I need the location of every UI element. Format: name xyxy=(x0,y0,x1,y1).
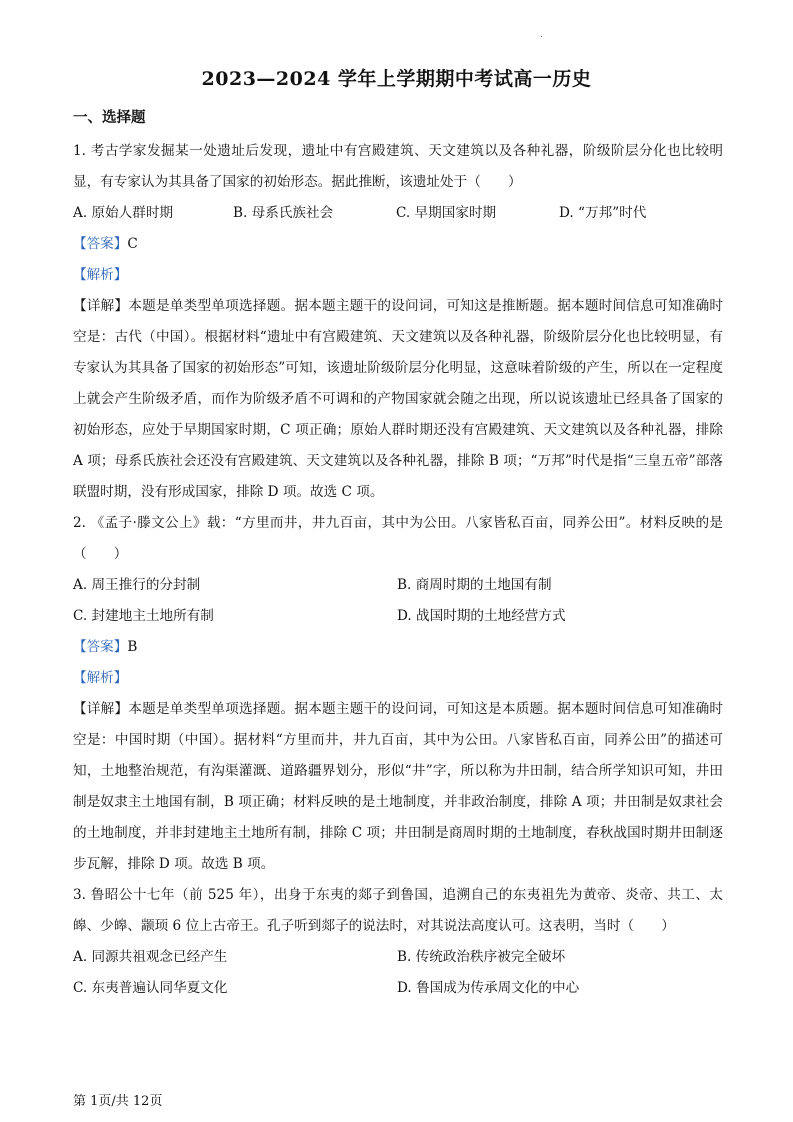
question-2-stem: 2. 《孟子·滕文公上》载：“方里而井，井九百亩，其中为公田。八家皆私百亩，同养公田”。材料反映的是（ ） xyxy=(73,515,723,562)
question-3-option-a: A. 同源共祖观念已经产生 xyxy=(73,949,228,965)
question-1-option-c: C. 早期国家时期 xyxy=(396,205,497,221)
questions-content xyxy=(73,136,723,1004)
analysis-tag: 【解析】 xyxy=(73,670,128,686)
question-1-answer-value: C xyxy=(127,236,138,252)
question-2-option-b: B. 商周时期的土地国有制 xyxy=(397,577,552,593)
question-3-stem: 3. 鲁昭公十七年（前 525 年），出身于东夷的郯子到鲁国，追溯自己的东夷祖先为黄帝、炎帝、共工、太皞、少皞、颛顼 6 位上古帝王。孔子听到郯子的说法时，对其说法高度认可。这表明，当时（ ） xyxy=(73,887,723,934)
question-2-option-d: D. 战国时期的土地经营方式 xyxy=(397,608,566,624)
question-3-option-c: C. 东夷普遍认同华夏文化 xyxy=(73,980,228,996)
question-1-analysis-heading xyxy=(73,260,723,291)
page-title: 2023—2024 学年上学期期中考试高一历史 xyxy=(201,68,592,90)
question-1-option-b: B. 母系氏族社会 xyxy=(233,205,334,221)
analysis-tag: 【解析】 xyxy=(73,267,128,283)
question-2-analysis-heading xyxy=(73,663,723,694)
answer-tag: 【答案】 xyxy=(73,236,128,252)
answer-tag: 【答案】 xyxy=(73,639,128,655)
question-2-answer xyxy=(73,632,723,663)
question-1-detail: 【详解】本题是单类型单项选择题。据本题主题干的设问词，可知这是推断题。据本题时间信息可知准确时空是：古代（中国）。根据材料“遗址中有宫殿建筑、天文建筑以及各种礼器，阶级阶层分化也比较明显，有专家认为其具备了国家的初始形态”可知，该遗址阶级阶层分化明显，这意味着阶级的产生，所以在一定程度上就会产生阶级矛盾，而作为阶级矛盾不可调和的产物国家就会随之出现，所以说该遗址已经具备了国家的初始形态，应处于早期国家时期，C 项正确；原始人群时期还没有宫殿建筑、天文建筑以及各种礼器，排除 A 项；母系氏族社会还没有宫殿建筑、天文建筑以及各种礼器，排除 B 项；“万邦”时代是指“三皇五帝”部落联盟时期，没有形成国家，排除 D 项。故选 C 项。 xyxy=(73,298,723,500)
question-1-option-a: A. 原始人群时期 xyxy=(73,205,174,221)
page-footer: 第 1页/共 12页 xyxy=(73,1094,163,1109)
question-2-option-c: C. 封建地主土地所有制 xyxy=(73,608,214,624)
question-3-options xyxy=(73,942,723,1004)
question-1-option-d: D. “万邦”时代 xyxy=(559,205,647,221)
question-1-options xyxy=(73,198,723,229)
question-1-stem: 1. 考古学家发掘某一处遗址后发现，遗址中有宫殿建筑、天文建筑以及各种礼器，阶级阶层分化也比较明显，有专家认为其具备了国家的初始形态。据此推断，该遗址处于（ ） xyxy=(73,143,723,190)
question-2-option-a: A. 周王推行的分封制 xyxy=(73,577,201,593)
question-3-option-d: D. 鲁国成为传承周文化的中心 xyxy=(397,980,580,996)
question-2-detail: 【详解】本题是单类型单项选择题。据本题主题干的设问词，可知这是本质题。据本题时间信息可知准确时空是：中国时期（中国）。据材料“方里而井，井九百亩，其中为公田。八家皆私百亩，同养公田”的描述可知，土地整治规范，有沟渠灌溉、道路疆界划分，形似“井”字，所以称为井田制，结合所学知识可知，井田制是奴隶主土地国有制，B 项正确；材料反映的是土地制度，并非政治制度，排除 A 项；井田制是奴隶社会的土地制度，并非封建地主土地所有制，排除 C 项；井田制是商周时期的土地制度，春秋战国时期井田制逐步瓦解，排除 D 项。故选 B 项。 xyxy=(73,701,723,872)
section-heading: 一、选择题 xyxy=(73,109,146,126)
question-1-answer xyxy=(73,229,723,260)
question-2-answer-value: B xyxy=(127,639,138,655)
question-3-option-b: B. 传统政治秩序被完全破坏 xyxy=(397,949,566,965)
header-mark: . xyxy=(540,30,543,39)
question-2-options xyxy=(73,570,723,632)
